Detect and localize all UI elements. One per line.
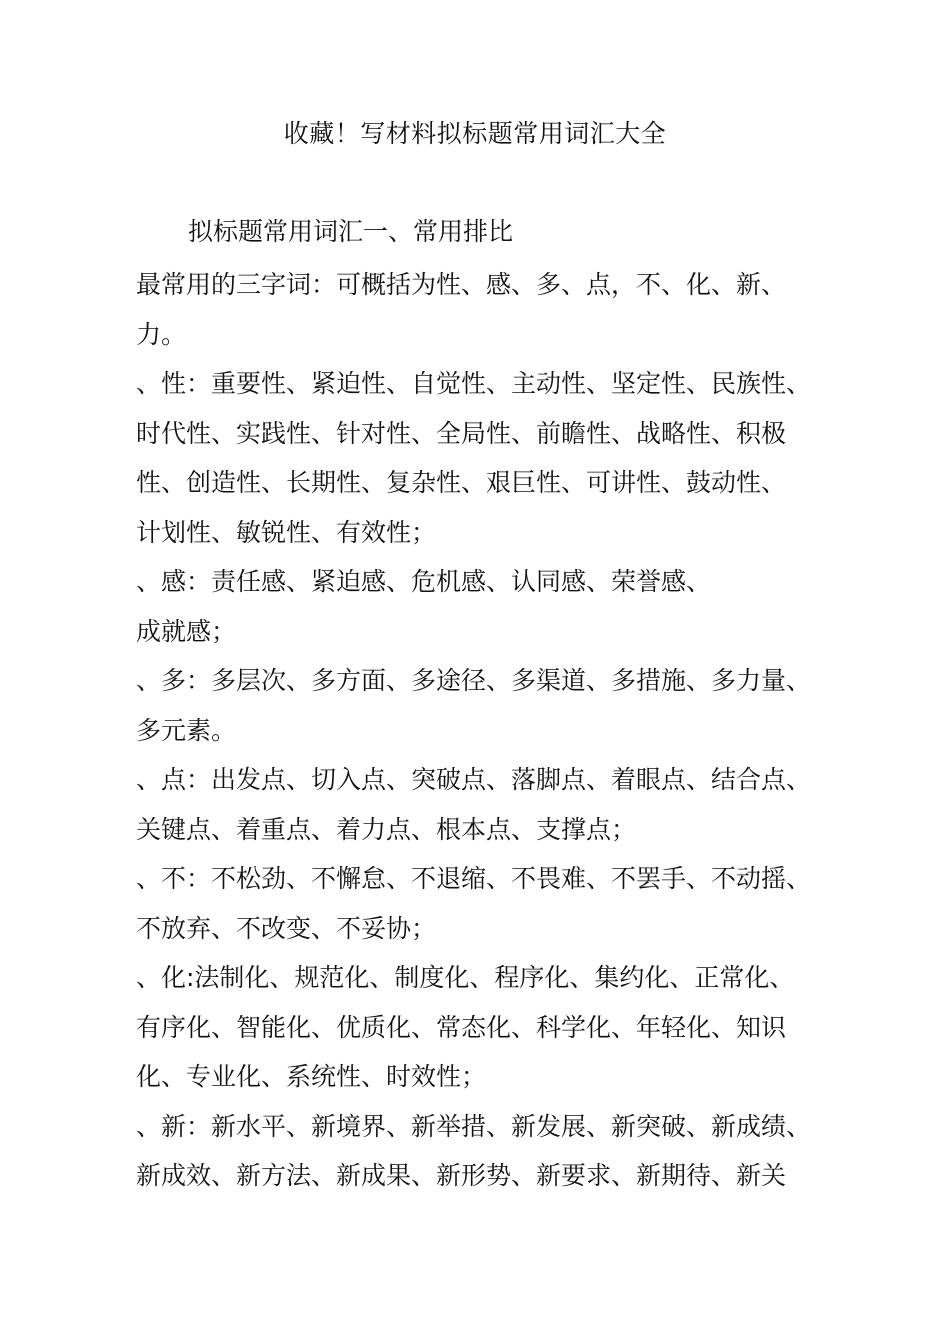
- text-line: 力。: [136, 319, 187, 349]
- text-line: 、多：多层次、多方面、多途径、多渠道、多措施、多力量、: [136, 666, 812, 695]
- text-line: 关键点、着重点、着力点、根本点、支撑点；: [136, 814, 637, 844]
- text-line: 、化:法制化、规范化、制度化、程序化、集约化、正常化、: [136, 963, 795, 992]
- text-line: 化、专业化、系统性、时效性；: [136, 1062, 487, 1091]
- text-line: 时代性、实践性、针对性、全局性、前瞻性、战略性、积极: [136, 418, 787, 448]
- text-line: 、性：重要性、紧迫性、自觉性、主动性、坚定性、民族性、: [136, 369, 812, 398]
- text-line: 成就感；: [136, 616, 237, 646]
- text-line: 、新：新水平、新境界、新举措、新发展、新突破、新成绩、: [136, 1111, 812, 1141]
- text-line: 不放弃、不改变、不妥协；: [136, 913, 437, 943]
- document-title: 收藏！写材料拟标题常用词汇大全: [283, 119, 667, 148]
- text-line: 计划性、敏锐性、有效性；: [136, 517, 437, 547]
- text-line: 有序化、智能化、优质化、常态化、科学化、年轻化、知识: [136, 1012, 787, 1042]
- section-heading: 拟标题常用词汇一、常用排比: [188, 217, 514, 246]
- text-line: 、不：不松劲、不懈怠、不退缩、不畏难、不罢手、不动摇、: [136, 864, 812, 893]
- text-line: 性、创造性、长期性、复杂性、艰巨性、可讲性、鼓动性、: [136, 468, 787, 497]
- text-line: 新成效、新方法、新成果、新形势、新要求、新期待、新关: [136, 1161, 787, 1190]
- text-line: 、感：责任感、紧迫感、危机感、认同感、荣誉感、: [136, 567, 712, 596]
- text-line: 多元素。: [136, 715, 237, 745]
- document-body: [136, 260, 836, 1201]
- text-line: 最常用的三字词：可概括为性、感、多、点，不、化、新、: [136, 270, 787, 299]
- text-line: 、点：出发点、切入点、突破点、落脚点、着眼点、结合点、: [136, 765, 812, 794]
